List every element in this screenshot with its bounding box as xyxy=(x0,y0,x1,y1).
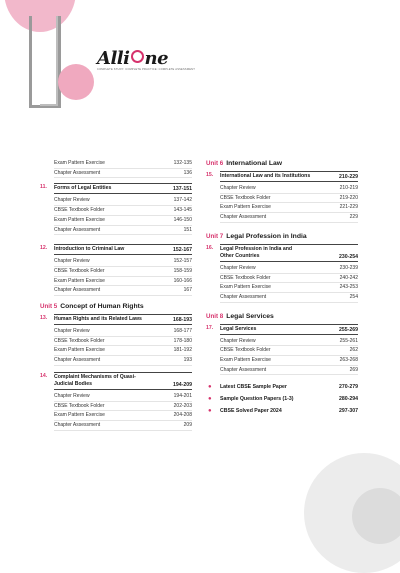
toc-row[interactable]: Chapter Review 137-142 xyxy=(54,196,192,206)
toc-row[interactable]: Chapter Review 255-261 xyxy=(220,337,358,347)
chapter-pages: 210-229 xyxy=(338,174,358,180)
toc-row[interactable]: Chapter Assessment 209 xyxy=(54,421,192,431)
logo-text-part1: All xyxy=(97,48,124,69)
unit-label: Unit 8 xyxy=(206,312,224,320)
toc-row[interactable]: Chapter Assessment 167 xyxy=(54,286,192,296)
toc-row[interactable]: CBSE Textbook Folder 158-159 xyxy=(54,267,192,277)
unit-label: Unit 6 xyxy=(206,160,224,167)
toc-row[interactable]: Chapter Review 210-219 xyxy=(220,184,358,194)
toc-row[interactable]: Exam Pattern Exercise 146-150 xyxy=(54,216,192,226)
chapter-title: Forms of Legal Entities xyxy=(54,185,112,192)
toc-extra-item[interactable]: ● CBSE Solved Paper 2024 297-307 xyxy=(208,408,358,415)
toc-row[interactable]: CBSE Textbook Folder 202-203 xyxy=(54,402,192,412)
chapter-number: 14. xyxy=(40,372,48,379)
chapter-title: Complaint Mechanisms of Quasi- Judicial Bodies xyxy=(54,373,136,387)
toc-row[interactable]: Chapter Assessment 269 xyxy=(220,366,358,376)
unit-6-heading xyxy=(206,160,358,167)
toc-row[interactable]: Chapter Assessment 193 xyxy=(54,356,192,366)
decorative-frame-inner xyxy=(40,16,58,106)
logo-tagline: COMPLETE STUDY: COMPLETE PRACTICE: COMPLETE ASSESSMENT xyxy=(97,68,195,71)
chapter-number: 12. xyxy=(40,245,48,252)
bullet-icon: ● xyxy=(208,384,212,391)
toc-row[interactable]: Chapter Assessment 254 xyxy=(220,293,358,303)
chapter-number: 17. xyxy=(206,324,214,331)
unit-title: Legal Services xyxy=(226,312,274,320)
chapter-16-heading[interactable] xyxy=(206,244,358,262)
chapter-15-heading[interactable] xyxy=(206,171,358,182)
chapter-title: Legal Profession in India and Other Countries xyxy=(220,245,293,259)
chapter-pages: 152-167 xyxy=(172,247,192,254)
toc-row[interactable]: Chapter Assessment 229 xyxy=(220,213,358,223)
chapter-14-heading[interactable] xyxy=(40,372,192,390)
toc-right-column xyxy=(206,160,358,416)
chapter-title: Legal Services xyxy=(220,325,257,332)
toc-left-column xyxy=(40,159,192,431)
toc-row[interactable]: Exam Pattern Exercise 263-268 xyxy=(220,356,358,366)
toc-row[interactable]: Exam Pattern Exercise 132-135 xyxy=(54,159,192,169)
chapter-13-heading[interactable] xyxy=(40,314,192,325)
toc-extra-item[interactable]: ● Latest CBSE Sample Paper 270-279 xyxy=(208,384,358,391)
decorative-circle-pink-small xyxy=(58,64,94,100)
toc-row[interactable]: CBSE Textbook Folder 178-180 xyxy=(54,337,192,347)
chapter-pages: 230-254 xyxy=(338,253,358,260)
unit-title: Legal Profession in India xyxy=(226,232,307,240)
chapter-title: Introduction to Criminal Law xyxy=(54,246,125,253)
logo-ring-icon xyxy=(131,50,144,63)
logo-text-part2: ne xyxy=(144,48,169,69)
unit-label: Unit 5 xyxy=(40,303,58,311)
toc-row[interactable]: Chapter Review 152-157 xyxy=(54,257,192,267)
toc-row[interactable]: Exam Pattern Exercise 243-253 xyxy=(220,283,358,293)
toc-row[interactable]: Chapter Review 230-239 xyxy=(220,264,358,274)
chapter-title: International Law and its Institutions xyxy=(220,173,311,179)
chapter-17-heading[interactable] xyxy=(206,324,358,335)
chapter-title: Human Rights and its Related Laws xyxy=(54,316,142,323)
chapter-pages: 194-209 xyxy=(172,381,192,388)
unit-8-heading xyxy=(206,313,358,320)
toc-row[interactable]: CBSE Textbook Folder 262 xyxy=(220,346,358,356)
toc-row[interactable]: CBSE Textbook Folder 240-242 xyxy=(220,274,358,284)
chapter-number: 15. xyxy=(206,172,214,178)
bullet-icon: ● xyxy=(208,408,212,415)
chapter-pages: 168-193 xyxy=(172,317,192,324)
bullet-icon: ● xyxy=(208,396,212,403)
decorative-circle-grey-small xyxy=(352,488,400,544)
toc-row[interactable]: Chapter Assessment 151 xyxy=(54,226,192,236)
brand-logo: Alli ne COMPLETE STUDY: COMPLETE PRACTICE: COMPLETE ASSESSMENT xyxy=(97,48,195,71)
chapter-pages: 255-269 xyxy=(338,326,358,333)
toc-extra-item[interactable]: ● Sample Question Papers (1-3) 280-294 xyxy=(208,396,358,403)
toc-row[interactable]: Chapter Review 168-177 xyxy=(54,327,192,337)
unit-title: International Law xyxy=(226,160,283,167)
toc-row[interactable]: Exam Pattern Exercise 160-166 xyxy=(54,277,192,287)
unit-7-heading xyxy=(206,233,358,240)
unit-title: Concept of Human Rights xyxy=(60,303,144,311)
toc-row[interactable]: Exam Pattern Exercise 181-192 xyxy=(54,346,192,356)
toc-row[interactable]: Chapter Review 194-201 xyxy=(54,392,192,402)
unit-5-heading xyxy=(40,303,192,310)
chapter-pages: 137-151 xyxy=(172,186,192,193)
chapter-11-heading[interactable] xyxy=(40,183,192,194)
toc-row[interactable]: Chapter Assessment 136 xyxy=(54,169,192,179)
toc-row[interactable]: CBSE Textbook Folder 143-145 xyxy=(54,206,192,216)
chapter-number: 16. xyxy=(206,244,214,251)
unit-label: Unit 7 xyxy=(206,232,224,240)
toc-row[interactable]: CBSE Textbook Folder 219-220 xyxy=(220,194,358,204)
toc-row[interactable]: Exam Pattern Exercise 204-208 xyxy=(54,411,192,421)
chapter-number: 11. xyxy=(40,184,47,191)
chapter-number: 13. xyxy=(40,315,48,322)
toc-row[interactable]: Exam Pattern Exercise 221-229 xyxy=(220,203,358,213)
chapter-12-heading[interactable] xyxy=(40,244,192,255)
